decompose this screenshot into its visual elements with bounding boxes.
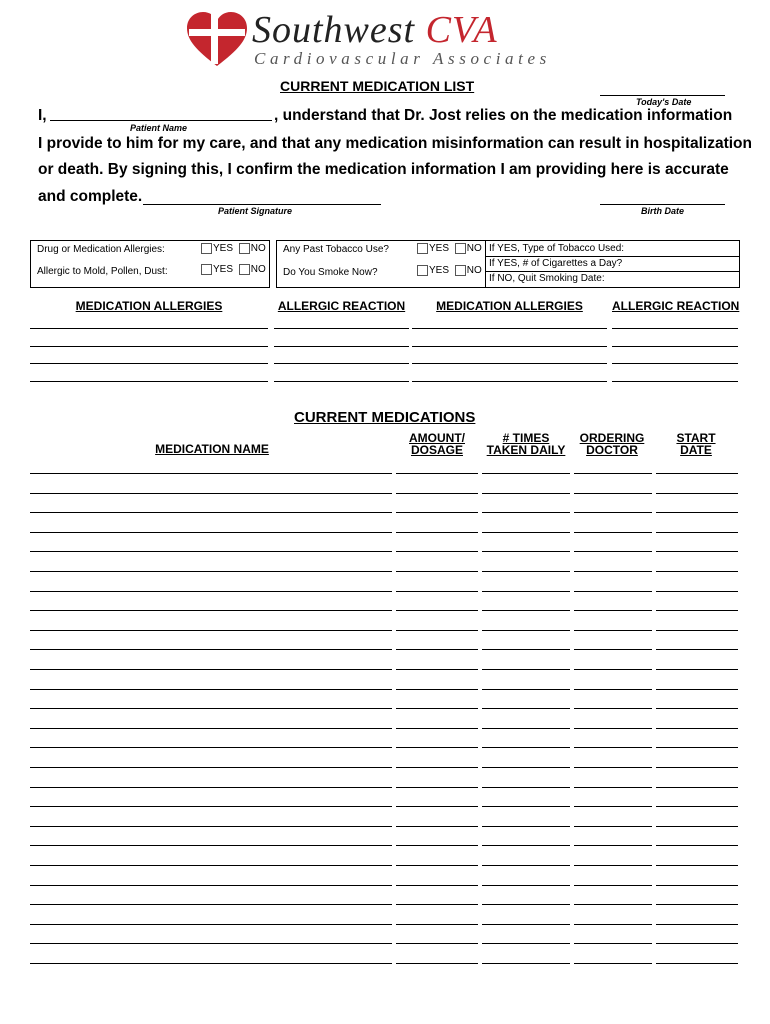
amount-dosage-field[interactable] bbox=[396, 591, 478, 592]
ordering-doctor-field[interactable] bbox=[574, 708, 652, 709]
amount-dosage-field[interactable] bbox=[396, 493, 478, 494]
amount-dosage-field[interactable] bbox=[396, 767, 478, 768]
yes-label: YES bbox=[213, 243, 234, 255]
ordering-doctor-field[interactable] bbox=[574, 943, 652, 944]
medication-allergy-field[interactable] bbox=[30, 381, 268, 382]
medication-name-field[interactable] bbox=[30, 885, 392, 886]
start-date-field[interactable] bbox=[656, 904, 738, 905]
amount-dosage-field[interactable] bbox=[396, 924, 478, 925]
statement-line2: I provide to him for my care, and that any medication misinformation can result in hospitalization bbox=[38, 135, 752, 152]
date-label: DATE bbox=[680, 443, 712, 457]
allergic-reaction-field[interactable] bbox=[612, 346, 738, 347]
ordering-doctor-field[interactable] bbox=[574, 767, 652, 768]
amount-dosage-field[interactable] bbox=[396, 806, 478, 807]
medication-allergies-header-2: MEDICATION ALLERGIES bbox=[436, 299, 583, 313]
ordering-doctor-field[interactable] bbox=[574, 630, 652, 631]
environmental-allergies-no-checkbox[interactable] bbox=[239, 264, 250, 275]
medication-name-field[interactable] bbox=[30, 689, 392, 690]
start-date-field[interactable] bbox=[656, 708, 738, 709]
start-date-field[interactable] bbox=[656, 747, 738, 748]
form-title: CURRENT MEDICATION LIST bbox=[280, 78, 475, 94]
yes-label: YES bbox=[429, 265, 450, 277]
times-daily-field[interactable] bbox=[482, 512, 570, 513]
medication-name-field[interactable] bbox=[30, 728, 392, 729]
ordering-doctor-field[interactable] bbox=[574, 865, 652, 866]
smoke-now-no-checkbox[interactable] bbox=[455, 265, 466, 276]
past-tobacco-question: Any Past Tobacco Use? bbox=[283, 244, 389, 255]
logo-wordmark bbox=[252, 8, 498, 52]
times-daily-field[interactable] bbox=[482, 806, 570, 807]
times-daily-header bbox=[482, 432, 570, 456]
no-label: NO bbox=[250, 264, 266, 276]
medication-name-field[interactable] bbox=[30, 865, 392, 866]
medication-name-field[interactable] bbox=[30, 571, 392, 572]
times-daily-field[interactable] bbox=[482, 669, 570, 670]
medication-name-field[interactable] bbox=[30, 787, 392, 788]
medication-name-field[interactable] bbox=[30, 826, 392, 827]
medication-name-field[interactable] bbox=[30, 669, 392, 670]
allergic-reaction-header-2: ALLERGIC REACTION bbox=[612, 299, 740, 313]
ordering-doctor-field[interactable] bbox=[574, 473, 652, 474]
allergic-reaction-field[interactable] bbox=[612, 328, 738, 329]
amount-dosage-field[interactable] bbox=[396, 708, 478, 709]
start-date-field[interactable] bbox=[656, 787, 738, 788]
times-daily-field[interactable] bbox=[482, 473, 570, 474]
tobacco-type-field[interactable]: If YES, Type of Tobacco Used: bbox=[489, 243, 625, 254]
start-label: START bbox=[676, 431, 716, 445]
amount-label: AMOUNT/ bbox=[409, 431, 465, 445]
statement-line3: or death. By signing this, I confirm the medication information I am providing here is accurate bbox=[38, 161, 729, 178]
times-daily-field[interactable] bbox=[482, 610, 570, 611]
todays-date-label: Today's Date bbox=[636, 97, 692, 107]
start-date-field[interactable] bbox=[656, 551, 738, 552]
yes-label: YES bbox=[429, 243, 450, 255]
start-date-field[interactable] bbox=[656, 610, 738, 611]
medication-name-field[interactable] bbox=[30, 747, 392, 748]
start-date-field[interactable] bbox=[656, 591, 738, 592]
times-daily-field[interactable] bbox=[482, 845, 570, 846]
ordering-doctor-field[interactable] bbox=[574, 924, 652, 925]
times-daily-field[interactable] bbox=[482, 649, 570, 650]
environmental-allergies-yes-checkbox[interactable] bbox=[201, 264, 212, 275]
ordering-doctor-field[interactable] bbox=[574, 689, 652, 690]
times-daily-field[interactable] bbox=[482, 885, 570, 886]
times-daily-field[interactable] bbox=[482, 943, 570, 944]
amount-dosage-field[interactable] bbox=[396, 885, 478, 886]
logo-name: Southwest bbox=[252, 9, 426, 51]
birth-date-field[interactable] bbox=[600, 204, 725, 205]
medication-name-field[interactable] bbox=[30, 649, 392, 650]
medication-allergy-field[interactable] bbox=[412, 346, 607, 347]
ordering-doctor-field[interactable] bbox=[574, 885, 652, 886]
amount-dosage-field[interactable] bbox=[396, 669, 478, 670]
times-daily-field[interactable] bbox=[482, 826, 570, 827]
heart-cross-logo-icon bbox=[186, 12, 248, 68]
ordering-doctor-field[interactable] bbox=[574, 610, 652, 611]
times-daily-field[interactable] bbox=[482, 747, 570, 748]
start-date-field[interactable] bbox=[656, 924, 738, 925]
start-date-field[interactable] bbox=[656, 571, 738, 572]
times-daily-field[interactable] bbox=[482, 630, 570, 631]
logo-cva: CVA bbox=[425, 9, 498, 51]
start-date-field[interactable] bbox=[656, 943, 738, 944]
medication-allergy-field[interactable] bbox=[412, 363, 607, 364]
allergic-reaction-field[interactable] bbox=[612, 381, 738, 382]
past-tobacco-options bbox=[417, 243, 482, 254]
start-date-field[interactable] bbox=[656, 512, 738, 513]
dosage-label: DOSAGE bbox=[410, 443, 463, 457]
ordering-doctor-field[interactable] bbox=[574, 806, 652, 807]
patient-name-field[interactable] bbox=[50, 120, 272, 121]
medication-name-header: MEDICATION NAME bbox=[155, 442, 269, 456]
times-daily-field[interactable] bbox=[482, 963, 570, 964]
cigarettes-per-day-field[interactable]: If YES, # of Cigarettes a Day? bbox=[489, 258, 623, 269]
allergic-reaction-field[interactable] bbox=[612, 363, 738, 364]
allergic-reaction-field[interactable] bbox=[274, 381, 409, 382]
times-daily-field[interactable] bbox=[482, 689, 570, 690]
amount-dosage-field[interactable] bbox=[396, 865, 478, 866]
amount-dosage-field[interactable] bbox=[396, 630, 478, 631]
medication-name-field[interactable] bbox=[30, 904, 392, 905]
smoke-now-options bbox=[417, 265, 482, 276]
medication-name-field[interactable] bbox=[30, 767, 392, 768]
taken-daily-label: TAKEN DAILY bbox=[486, 443, 566, 457]
amount-dosage-field[interactable] bbox=[396, 689, 478, 690]
statement-line1: , understand that Dr. Jost relies on the medication information bbox=[274, 107, 733, 124]
allergic-reaction-field[interactable] bbox=[274, 346, 409, 347]
medication-allergy-field[interactable] bbox=[412, 328, 607, 329]
start-date-header bbox=[654, 432, 738, 456]
todays-date-field[interactable] bbox=[600, 95, 725, 96]
statement-line4: and complete. bbox=[38, 188, 143, 205]
allergic-reaction-header: ALLERGIC REACTION bbox=[277, 299, 406, 313]
times-label: # TIMES bbox=[502, 431, 550, 445]
medication-name-field[interactable] bbox=[30, 630, 392, 631]
medication-name-field[interactable] bbox=[30, 473, 392, 474]
ordering-doctor-field[interactable] bbox=[574, 493, 652, 494]
smoke-now-question: Do You Smoke Now? bbox=[283, 267, 378, 278]
birth-date-label: Birth Date bbox=[641, 206, 685, 216]
ordering-doctor-header bbox=[572, 432, 652, 456]
ordering-doctor-field[interactable] bbox=[574, 571, 652, 572]
times-daily-field[interactable] bbox=[482, 865, 570, 866]
patient-name-label: Patient Name bbox=[130, 123, 188, 133]
quit-smoking-date-field[interactable]: If NO, Quit Smoking Date: bbox=[489, 273, 605, 284]
past-tobacco-no-checkbox[interactable] bbox=[455, 243, 466, 254]
amount-dosage-header bbox=[396, 432, 478, 456]
amount-dosage-field[interactable] bbox=[396, 649, 478, 650]
amount-dosage-field[interactable] bbox=[396, 473, 478, 474]
ordering-label: ORDERING bbox=[579, 431, 645, 445]
medication-allergy-field[interactable] bbox=[412, 381, 607, 382]
ordering-doctor-field[interactable] bbox=[574, 904, 652, 905]
medication-allergy-field[interactable] bbox=[30, 363, 268, 364]
start-date-field[interactable] bbox=[656, 767, 738, 768]
start-date-field[interactable] bbox=[656, 826, 738, 827]
times-daily-field[interactable] bbox=[482, 493, 570, 494]
medication-name-field[interactable] bbox=[30, 963, 392, 964]
ordering-doctor-field[interactable] bbox=[574, 551, 652, 552]
ordering-doctor-field[interactable] bbox=[574, 728, 652, 729]
medication-allergy-field[interactable] bbox=[30, 346, 268, 347]
tobacco-row-divider bbox=[485, 256, 739, 257]
amount-dosage-field[interactable] bbox=[396, 532, 478, 533]
tobacco-box-divider bbox=[485, 241, 486, 287]
amount-dosage-field[interactable] bbox=[396, 943, 478, 944]
amount-dosage-field[interactable] bbox=[396, 747, 478, 748]
ordering-doctor-field[interactable] bbox=[574, 532, 652, 533]
drug-allergies-options bbox=[201, 243, 266, 254]
amount-dosage-field[interactable] bbox=[396, 904, 478, 905]
amount-dosage-field[interactable] bbox=[396, 963, 478, 964]
times-daily-field[interactable] bbox=[482, 532, 570, 533]
medication-name-field[interactable] bbox=[30, 532, 392, 533]
ordering-doctor-field[interactable] bbox=[574, 845, 652, 846]
amount-dosage-field[interactable] bbox=[396, 551, 478, 552]
start-date-field[interactable] bbox=[656, 532, 738, 533]
times-daily-field[interactable] bbox=[482, 904, 570, 905]
medication-allergy-field[interactable] bbox=[30, 328, 268, 329]
amount-dosage-field[interactable] bbox=[396, 610, 478, 611]
medication-name-field[interactable] bbox=[30, 924, 392, 925]
no-label: NO bbox=[466, 243, 482, 255]
start-date-field[interactable] bbox=[656, 649, 738, 650]
start-date-field[interactable] bbox=[656, 963, 738, 964]
allergic-reaction-field[interactable] bbox=[274, 328, 409, 329]
times-daily-field[interactable] bbox=[482, 591, 570, 592]
ordering-doctor-field[interactable] bbox=[574, 512, 652, 513]
smoke-now-yes-checkbox[interactable] bbox=[417, 265, 428, 276]
times-daily-field[interactable] bbox=[482, 728, 570, 729]
allergy-question-box bbox=[30, 240, 270, 288]
current-medications-title: CURRENT MEDICATIONS bbox=[294, 409, 476, 426]
medication-name-field[interactable] bbox=[30, 806, 392, 807]
times-daily-field[interactable] bbox=[482, 767, 570, 768]
start-date-field[interactable] bbox=[656, 473, 738, 474]
amount-dosage-field[interactable] bbox=[396, 787, 478, 788]
medication-name-field[interactable] bbox=[30, 610, 392, 611]
medication-name-field[interactable] bbox=[30, 591, 392, 592]
start-date-field[interactable] bbox=[656, 865, 738, 866]
times-daily-field[interactable] bbox=[482, 924, 570, 925]
ordering-doctor-field[interactable] bbox=[574, 669, 652, 670]
allergic-reaction-field[interactable] bbox=[274, 363, 409, 364]
start-date-field[interactable] bbox=[656, 669, 738, 670]
past-tobacco-yes-checkbox[interactable] bbox=[417, 243, 428, 254]
ordering-doctor-field[interactable] bbox=[574, 747, 652, 748]
tobacco-question-box bbox=[276, 240, 740, 288]
environmental-allergies-question: Allergic to Mold, Pollen, Dust: bbox=[37, 266, 168, 277]
medication-name-field[interactable] bbox=[30, 551, 392, 552]
ordering-doctor-field[interactable] bbox=[574, 963, 652, 964]
start-date-field[interactable] bbox=[656, 845, 738, 846]
amount-dosage-field[interactable] bbox=[396, 512, 478, 513]
no-label: NO bbox=[466, 265, 482, 277]
tobacco-row-divider bbox=[485, 271, 739, 272]
times-daily-field[interactable] bbox=[482, 708, 570, 709]
amount-dosage-field[interactable] bbox=[396, 728, 478, 729]
patient-signature-field[interactable] bbox=[143, 204, 381, 205]
medication-name-field[interactable] bbox=[30, 512, 392, 513]
medication-name-field[interactable] bbox=[30, 845, 392, 846]
drug-allergies-yes-checkbox[interactable] bbox=[201, 243, 212, 254]
medication-name-field[interactable] bbox=[30, 493, 392, 494]
no-label: NO bbox=[250, 243, 266, 255]
medication-name-field[interactable] bbox=[30, 708, 392, 709]
amount-dosage-field[interactable] bbox=[396, 826, 478, 827]
yes-label: YES bbox=[213, 264, 234, 276]
times-daily-field[interactable] bbox=[482, 551, 570, 552]
drug-allergies-no-checkbox[interactable] bbox=[239, 243, 250, 254]
ordering-doctor-field[interactable] bbox=[574, 826, 652, 827]
start-date-field[interactable] bbox=[656, 885, 738, 886]
start-date-field[interactable] bbox=[656, 806, 738, 807]
ordering-doctor-field[interactable] bbox=[574, 649, 652, 650]
logo-subtitle: Cardiovascular Associates bbox=[254, 49, 551, 68]
doctor-label: DOCTOR bbox=[586, 443, 638, 457]
patient-signature-label: Patient Signature bbox=[218, 206, 293, 216]
medication-allergies-header: MEDICATION ALLERGIES bbox=[75, 299, 223, 313]
amount-dosage-field[interactable] bbox=[396, 845, 478, 846]
times-daily-field[interactable] bbox=[482, 787, 570, 788]
start-date-field[interactable] bbox=[656, 630, 738, 631]
start-date-field[interactable] bbox=[656, 689, 738, 690]
start-date-field[interactable] bbox=[656, 493, 738, 494]
amount-dosage-field[interactable] bbox=[396, 571, 478, 572]
times-daily-field[interactable] bbox=[482, 571, 570, 572]
start-date-field[interactable] bbox=[656, 728, 738, 729]
environmental-allergies-options bbox=[201, 264, 266, 275]
drug-allergies-question: Drug or Medication Allergies: bbox=[37, 244, 165, 255]
statement-prefix: I, bbox=[38, 107, 47, 124]
medication-name-field[interactable] bbox=[30, 943, 392, 944]
ordering-doctor-field[interactable] bbox=[574, 591, 652, 592]
ordering-doctor-field[interactable] bbox=[574, 787, 652, 788]
